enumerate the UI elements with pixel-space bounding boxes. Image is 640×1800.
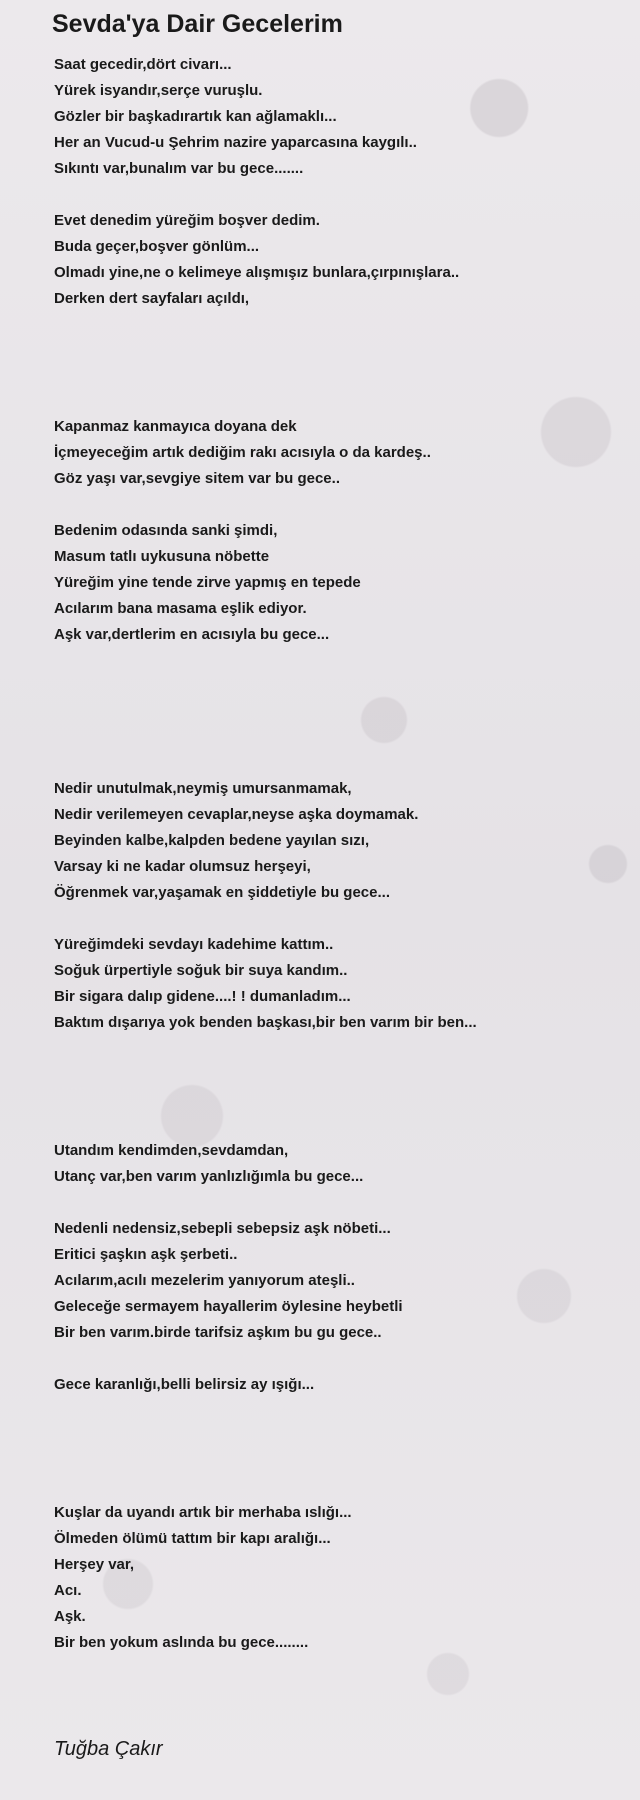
poem-line: Yüreğimdeki sevdayı kadehime kattım.. [54,936,334,953]
poem-line: Soğuk ürpertiyle soğuk bir suya kandım.. [54,962,348,979]
poem-line: Nedir unutulmak,neymiş umursanmamak, [54,780,352,797]
poem-line: Bedenim odasında sanki şimdi, [54,522,278,539]
poem-line: Utanç var,ben varım yanlızlığımla bu gece... [54,1168,364,1185]
poem-line: Bir ben yokum aslında bu gece........ [54,1634,309,1651]
author-name: Tuğba Çakır [54,1738,163,1760]
poem-line: Kapanmaz kanmayıca doyana dek [54,418,297,435]
poem-line: Sıkıntı var,bunalım var bu gece....... [54,160,304,177]
stanza-9 [54,1372,624,1398]
stanza-10 [54,1500,624,1656]
poem-line: Olmadı yine,ne o kelimeye alışmışız bunlara,çırpınışlara.. [54,264,460,281]
poem-line: Masum tatlı uykusuna nöbette [54,548,270,565]
poem-line: Ölmeden ölümü tattım bir kapı aralığı... [54,1530,331,1547]
poem-line: Yüreğim yine tende zirve yapmış en tepede [54,574,361,591]
stanza-1 [54,52,624,182]
poem-line: Varsay ki ne kadar olumsuz herşeyi, [54,858,311,875]
poem-line: Evet denedim yüreğim boşver dedim. [54,212,320,229]
poem-line: Utandım kendimden,sevdamdan, [54,1142,289,1159]
poem-line: Göz yaşı var,sevgiye sitem var bu gece.. [54,470,340,487]
poem-line: Acılarım bana masama eşlik ediyor. [54,600,307,617]
stanza-6 [54,932,624,1036]
poem-line: Buda geçer,boşver gönlüm... [54,238,260,255]
poem-line: Bir sigara dalıp gidene....! ! dumanladım... [54,988,351,1005]
poem-line: Nedir verilemeyen cevaplar,neyse aşka doymamak. [54,806,419,823]
poem-line: Aşk. [54,1608,86,1625]
poem-line: Acı. [54,1582,82,1599]
stanza-2 [54,208,624,312]
poem-line: Bir ben varım.birde tarifsiz aşkım bu gu gece.. [54,1324,382,1341]
poem-line: İçmeyeceğim artık dediğim rakı acısıyla o da kardeş.. [54,444,431,461]
poem-line: Aşk var,dertlerim en acısıyla bu gece... [54,626,330,643]
poem-line: Nedenli nedensiz,sebepli sebepsiz aşk nöbeti... [54,1220,391,1237]
poem-line: Herşey var, [54,1556,135,1573]
stanza-4 [54,518,624,648]
poem-line: Saat gecedir,dört civarı... [54,56,232,73]
poem-body [54,52,624,1656]
poem-line: Eritici şaşkın aşk şerbeti.. [54,1246,238,1263]
stanza-7 [54,1138,624,1190]
poem-line: Acılarım,acılı mezelerim yanıyorum ateşli.. [54,1272,355,1289]
poem-line: Beyinden kalbe,kalpden bedene yayılan sızı, [54,832,370,849]
poem-line: Gözler bir başkadırartık kan ağlamaklı... [54,108,337,125]
poem-line: Geleceğe sermayem hayallerim öylesine heybetli [54,1298,403,1315]
poem-line: Baktım dışarıya yok benden başkası,bir ben varım bir ben... [54,1014,477,1031]
poem-line: Gece karanlığı,belli belirsiz ay ışığı... [54,1376,315,1393]
stanza-3 [54,414,624,492]
stanza-8 [54,1216,624,1346]
poem-line: Kuşlar da uyandı artık bir merhaba ıslığı... [54,1504,352,1521]
poem-line: Derken dert sayfaları açıldı, [54,290,250,307]
poem-title: Sevda'ya Dair Gecelerim [52,10,343,38]
poem-line: Öğrenmek var,yaşamak en şiddetiyle bu gece... [54,884,390,901]
poem-line: Yürek isyandır,serçe vuruşlu. [54,82,263,99]
stanza-5 [54,776,624,906]
poem-line: Her an Vucud-u Şehrim nazire yaparcasına kaygılı.. [54,134,417,151]
